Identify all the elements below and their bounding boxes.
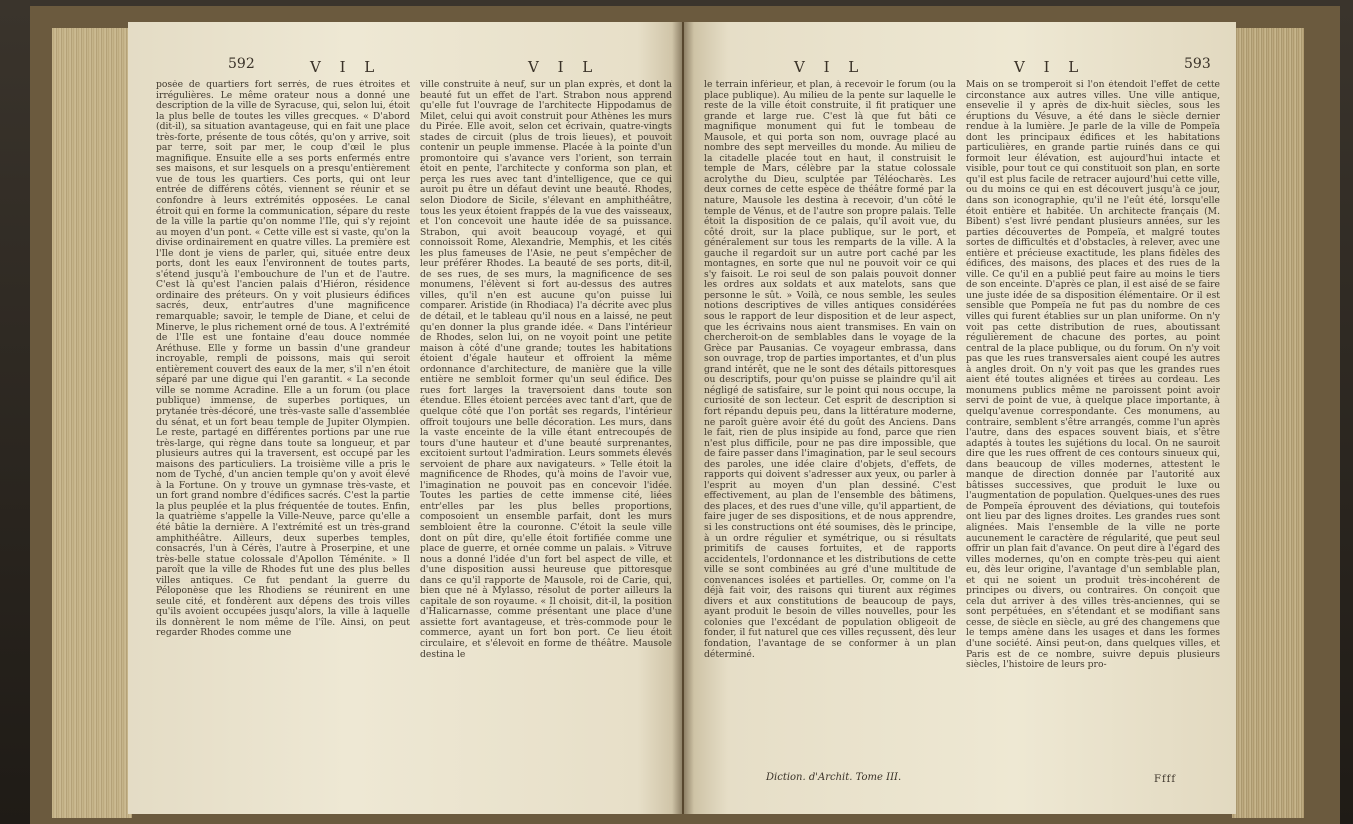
right-page-column-1 <box>704 80 956 760</box>
page-number-left: 592 <box>228 56 255 72</box>
right-page <box>684 22 1236 814</box>
running-head-left-col1: V I L <box>310 58 382 76</box>
signature-mark: Ffff <box>1154 774 1177 785</box>
right-column-2-text: Mais on se tromperoit si l'on étendoit l'effet de cette circonstance aux autres villes. Une ville antique, ensevelie il y après de dix-huit siècles, sous les éruptions du Vésuve, a été dans le siècle dernier rendue à la lumière. Je parle de la ville de Pompeïa dont les principaux édifices et les habitations particulières, en grande partie ruinés dans ce qui formoit leur élévation, est aujourd'hui intacte et visible, pour tout ce qui constituoit son plan, en sorte qu'il est plus facile de retracer aujourd'hui cette ville, ou du moins ce qui en est découvert jusqu'à ce jour, dans son iconographie, qu'il ne l'eût été, lorsqu'elle étoit entière et habitée. Un architecte français (M. Bibent) s'est livré pendant plusieurs années, sur les parties découvertes de Pompeïa, et malgré toutes sortes de difficultés et d'obstacles, à relever, avec une entière et précieuse exactitude, les plans fidèles des édifices, des maisons, des places et des rues de la ville. Ce qu'il en a publié peut faire au moins le tiers de son enceinte. D'après ce plan, il est aisé de se faire une juste idée de sa disposition élémentaire. Or il est sensible que Pompeïa ne fut pas du nombre de ces villes qui furent établies sur un plan uniforme. On n'y voit pas cette distribution de rues, aboutissant régulièrement de chacune des portes, au point central de la place publique, ou du forum. On n'y voit pas que les rues transversales aient coupé les autres à angles droit. On n'y voit pas que les grandes rues aient été toutes alignées et tirées au cordeau. Les monumens publics même ne paroissent point avoir servi de point de vue, à quelque place importante, à quelqu'avenue correspondante. Ces monumens, au contraire, semblent s'être arrangés, comme l'un après l'autre, dans des espaces souvent biais, et s'être adaptés à toutes les sujétions du local. On ne sauroit dire que les rues offrent de ces contours sinueux qui, dans beaucoup de villes modernes, attestent le manque de direction donnée par l'autorité aux bâtisses successives, que produit le luxe ou l'augmentation de population. Quelques-unes des rues de Pompeïa éprouvent des déviations, qui toutefois ont lieu par des lignes droites. Les grandes rues sont alignées. Mais l'ensemble de la ville ne porte aucunement le caractère de régularité, que peut seul offrir un plan fait d'avance. On peut dire à l'égard des villes modernes, qu'on en compte très-peu qui aient eu, dès leur origine, l'avantage d'un semblable plan, et qui ne soient un produit très-incohérent de principes ou divers, ou contraires. On conçoit que cela dut arriver à des villes très-anciennes, qui se sont perpétuées, en s'étendant et se modifiant sans cesse, de siècle en siècle, au gré des changemens que le temps amène dans les usages et dans les formes d'une société. Ainsi peut-on, dans quelques villes, et Paris est de ce nombre, suivre depuis plusieurs siècles, l'histoire de leurs pro- <box>966 80 1220 671</box>
left-page-column-2 <box>420 80 672 770</box>
left-column-2-text: ville construite à neuf, sur un plan exprès, et dont la beauté fut un effet de l'art. Strabon nous apprend qu'elle fut l'ouvrage de l'architecte Hippodamus de Milet, celui qui avoit construit pour Athènes les murs du Pirée. Elle avoit, selon cet écrivain, quatre-vingts stades de circuit (plus de trois lieues), et pouvoit contenir un peuple immense. Placée à la pointe d'un promontoire qui s'avance vers l'orient, son terrain étoit en pente, l'architecte y conforma son plan, et perça les rues avec tant d'intelligence, que ce qui auroit pu être un défaut devint une beauté. Rhodes, selon Diodore de Sicile, s'élevant en amphithéâtre, tous les yeux étoient frappés de la vue des vaisseaux, et l'on concevoit une haute idée de sa puissance. Strabon, qui avoit beaucoup voyagé, et qui connoissoit Rome, Alexandrie, Memphis, et les cités les plus fameuses de l'Asie, ne peut s'empêcher de leur préférer Rhodes. La beauté de ses ports, dit-il, de ses rues, de ses murs, la magnificence de ses monumens, l'élèvent si fort au-dessus des autres villes, qu'il n'en est aucune qu'on puisse lui comparer. Aristide (in Rhodiaca) l'a décrite avec plus de détail, et le tableau qu'il nous en a laissé, ne peut qu'en donner la plus grande idée. « Dans l'intérieur de Rhodes, selon lui, on ne voyoit point une petite maison à côté d'une grande; toutes les habitations étoient d'égale hauteur et offroient la même ordonnance d'architecture, de manière que la ville entière ne sembloit former qu'un seul édifice. Des rues fort larges la traversoient dans toute son étendue. Elles étoient percées avec tant d'art, que de quelque côté que l'on portât ses regards, l'intérieur offroit toujours une belle décoration. Les murs, dans la vaste enceinte de la ville étant entrecoupés de tours d'une hauteur et d'une beauté surprenantes, excitoient surtout l'admiration. Leurs sommets élevés servoient de phare aux navigateurs. » Telle étoit la magnificence de Rhodes, qu'à moins de l'avoir vue, l'imagination ne pouvoit pas en concevoir l'idée. Toutes les parties de cette immense cité, liées entr'elles par les plus belles proportions, composoient un ensemble parfait, dont les murs sembloient être la couronne. C'étoit la seule ville dont on pût dire, qu'elle étoit fortifiée comme une place de guerre, et ornée comme un palais. » Vitruve nous a donné l'idée d'un fort bel aspect de ville, et d'une disposition aussi heureuse que pittoresque dans ce qu'il rapporte de Mausole, roi de Carie, qui, bien que né à Mylasso, résolut de porter ailleurs la capitale de son royaume. « Il choisit, dit-il, la position d'Halicarnasse, comme présentant une place d'une assiette fort avantageuse, et très-commode pour le commerce, ayant un fort bon port. Ce lieu étoit circulaire, et s'élevoit en forme de théâtre. Mausole destina le <box>420 80 672 660</box>
running-head-left-col2: V I L <box>528 58 600 76</box>
page-footer: Diction. d'Archit. Tome III. <box>766 772 902 783</box>
left-column-1-text: posée de quartiers fort serrés, de rues étroites et irrégulières. Le même orateur nous a donné une description de la ville de Syracuse, qui, selon lui, étoit la plus belle de toutes les villes grecques. « D'abord (dit-il), sa situation avantageuse, qui en fait une place très-forte, présente de tous côtés, qu'on y arrive, soit par terre, soit par mer, le coup d'œil le plus magnifique. Ensuite elle a ses ports enfermés entre ses maisons, et sur lesquels on a presqu'entièrement vue de tous les quartiers. Ces ports, qui ont leur entrée de différens côtés, viennent se réunir et se confondre à leurs extrémités opposées. Le canal étroit qui en forme la communication, sépare du reste de la ville la partie qu'on nomme l'Ile, qui s'y rejoint au moyen d'un pont. « Cette ville est si vaste, qu'on la divise ordinairement en quatre villes. La première est l'Ile dont je viens de parler, qui, située entre deux ports, dont les eaux l'environnent de toutes parts, s'étend jusqu'à l'embouchure de l'un et de l'autre. C'est là qu'est l'ancien palais d'Hiéron, résidence ordinaire des préteurs. On y voit plusieurs édifices sacrés, deux, entr'autres d'une magnificence remarquable; savoir, le temple de Diane, et celui de Minerve, le plus richement orné de tous. A l'extrémité de l'Ile est une fontaine d'eau douce nommée Aréthuse. Elle y forme un bassin d'une grandeur incroyable, rempli de poissons, mais qui seroit entièrement couvert des eaux de la mer, s'il n'en étoit séparé par une digue qui l'en garantit. « La seconde ville se nomme Acradine. Elle a un forum (ou place publique) immense, de superbes portiques, un prytanée très-décoré, une très-vaste salle d'assemblée du sénat, et un fort beau temple de Jupiter Olympien. Le reste, partagé en différentes portions par une rue très-large, qui règne dans toute sa longueur, et par plusieurs autres qui la traversent, est occupé par les maisons des particuliers. La troisième ville a pris le nom de Tyché, d'un ancien temple qu'on y avoit élevé à la Fortune. On y trouve un gymnase très-vaste, et un fort grand nombre d'édifices sacrés. C'est la partie la plus peuplée et la plus fréquentée de toutes. Enfin, la quatrième s'appelle la Ville-Neuve, parce qu'elle a été bâtie la dernière. A l'extrémité est un très-grand amphithéâtre. Ailleurs, deux superbes temples, consacrés, l'un à Cérès, l'autre à Proserpine, et une très-belle statue colossale d'Apollon Téménite. » Il paroît que la ville de Rhodes fut une des plus belles villes antiques. Ce fut pendant la guerre du Péloponèse que les Rhodiens se réunirent en une seule cité, et fondèrent aux dépens des trois villes qu'ils avoient occupées jusqu'alors, la ville à laquelle ils donnèrent le nom même de l'île. Ainsi, on peut regarder Rhodes comme une <box>156 80 410 639</box>
running-head-right-col1: V I L <box>794 58 866 76</box>
right-page-column-2 <box>966 80 1220 770</box>
left-page <box>128 22 682 814</box>
book-gutter <box>672 22 694 814</box>
page-number-right: 593 <box>1184 56 1211 72</box>
running-head-right-col2: V I L <box>1014 58 1086 76</box>
right-column-1-text: le terrain inférieur, et plan, à recevoir le forum (ou la place publique). Au milieu de la pente sur laquelle le reste de la ville étoit construite, il fit pratiquer une grande et large rue. C'est là que fut bâti ce magnifique monument qui fut le tombeau de Mausole, et qui porta son nom, ouvrage placé au nombre des sept merveilles du monde. Au milieu de la citadelle placée tout en haut, il construisit le temple de Mars, célèbre par la statue colossale acrolythe du Dieu, sculptée par Téléocharès. Les deux cornes de cette espèce de théâtre formé par la nature, Mausole les destina à recevoir, d'un côté le temple de Vénus, et de l'autre son propre palais. Telle étoit la disposition de ce palais, qu'il avoit vue, du côté droit, sur la place publique, sur le port, et généralement sur tous les remparts de la ville. A la gauche il regardoit sur un autre port caché par les montagnes, en sorte que nul ne pouvoit voir ce qui s'y faisoit. Le roi seul de son palais pouvoit donner les ordres aux soldats et aux matelots, sans que personne le sût. » Voilà, ce nous semble, les seules notions descriptives de villes antiques considérées sous le rapport de leur disposition et de leur aspect, que les écrivains nous aient transmises. En vain on chercheroit-on de semblables dans le voyage de la Grèce par Pausanias. Ce voyageur embrassa, dans son ouvrage, trop de parties importantes, et d'un plus grand intérêt, que ne le sont des détails pittoresques ou descriptifs, pour qu'on puisse se plaindre qu'il ait négligé de satisfaire, sur le point qui nous occupe, la curiosité de son lecteur. Cet esprit de description si fort répandu depuis peu, dans la littérature moderne, ne paroît guère avoir été du goût des Anciens. Dans le fait, rien de plus insipide au fond, parce que rien n'est plus difficile, pour ne pas dire impossible, que de faire passer dans l'imagination, par le seul secours des paroles, une idée claire d'objets, d'effets, de rapports qui doivent s'adresser aux yeux, ou parler à l'esprit au moyen d'un plan dessiné. C'est effectivement, au plan de l'ensemble des bâtimens, des places, et des rues d'une ville, qu'il appartient, de faire juger de ses dispositions, et de nous apprendre, si les constructions ont été soumises, dès le principe, à un ordre régulier et symétrique, ou si résultats primitifs de causes fortuites, et de rapports accidentels, l'ordonnance et les distributions de cette ville se sont combinées au gré d'une multitude de convenances isolées et partielles. Or, comme on l'a déjà fait voir, des raisons qui tiurent aux régimes divers et aux constitutions de beaucoup de pays, ayant produit le besoin de villes nouvelles, pour les colonies que l'excédant de population obligeoit de fonder, il fut naturel que ces villes reçussent, dès leur fondation, l'avantage de se conformer à un plan déterminé. <box>704 80 956 660</box>
page-edges-left <box>52 28 132 818</box>
page-edges-right <box>1232 28 1304 818</box>
left-page-column-1 <box>156 80 410 770</box>
